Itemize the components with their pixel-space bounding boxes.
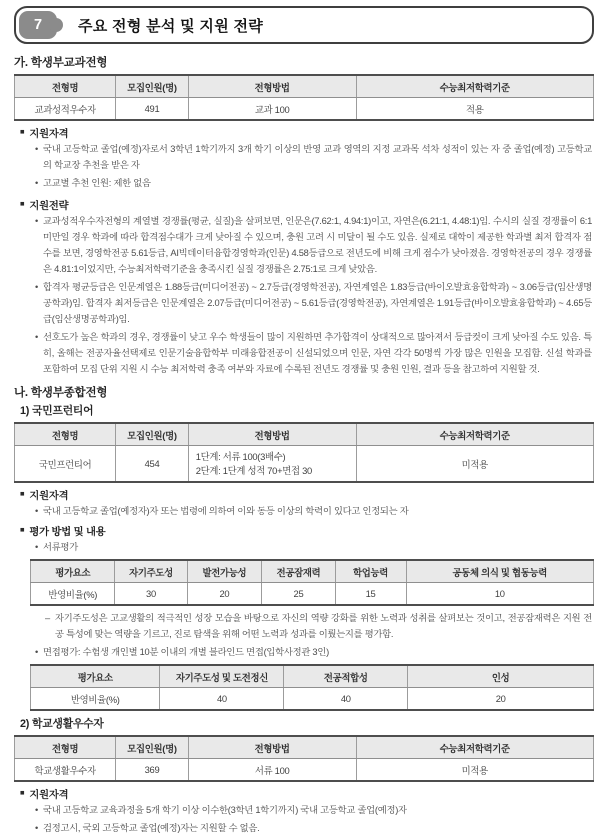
- cell-quota: 454: [116, 446, 188, 483]
- bullet-item: • 교과성적우수자전형의 계열별 경쟁률(평균, 실질)을 살펴보면, 인문은(7.62:1, 4.94:1)이고, 자연은(6.21:1, 4.48:1)임. 수시의 실질 경쟁률이 6:1 미만일 경우 학과에 따라 합격점수대가 크게 낮아질 수 있으며, 충원 고려 시 미달이 될 수도 있음. 실제로 대학이 제공한 학과별 최저 합격자 점수를 보면, 경영학전공 5.61등급, AI빅데이터융합경영학과(인문) 4.58등급으로 전년도에 비해 크게 점수가 낮아졌음. 경영학전공의 경우 경쟁률은 4.81:1이었지만, 수능최저학력기준을 충족시킨 실질 경쟁률은 2.75:1로 크게 낮았음.: [14, 213, 594, 277]
- bullet-item: • 검정고시, 국외 고등학교 졸업(예정)자는 지원할 수 없음.: [14, 820, 594, 836]
- header-cell-self-direction-challenge: 자기주도성 및 도전정신: [160, 665, 284, 688]
- cell-ratio-label: 반영비율(%): [70, 693, 120, 705]
- cell-csat-criteria: 적용: [356, 98, 593, 121]
- cell-ratio-value: 30: [115, 583, 187, 606]
- header-cell-method: 전형방법: [188, 423, 356, 446]
- bullet-item: • 선호도가 높은 학과의 경우, 경쟁률이 낮고 우수 학생들이 많이 지원하면 추가합격이 상대적으로 많아져서 등급컷이 크게 낮아질 수도 있음. 특히, 올해는 전공자율선택제로 인문기술융합학부 미래융합전공이 신설되었으며 인문, 자연 각각 50명씩 가장 많은 인원을 모집함. 신설 학과를 포함하여 모집 단위 지원 시 수능 최저학력 충족 여부와 자료에 수록된 전년도 경쟁률 및 충원 인원, 결과 등을 참고하여 지원할 것.: [14, 329, 594, 377]
- cell-ratio-value: 10: [406, 583, 594, 606]
- header-cell-self-direction: 자기주도성: [115, 560, 187, 583]
- header-cell-method: 전형방법: [188, 75, 356, 98]
- heading-na: 나. 학생부종합전형: [14, 387, 108, 399]
- cell-ratio-value: 40: [160, 688, 284, 711]
- table-header-row: [31, 665, 594, 688]
- table-interview-evaluation: [30, 664, 594, 711]
- cell-type-name: 학교생활우수자: [34, 764, 96, 776]
- table-frontier: [14, 422, 594, 483]
- label-qualification: ■ 지원자격: [20, 125, 594, 139]
- header-cell-csat-criteria: 수능최저학력기준: [356, 423, 593, 446]
- heading-frontier: 1) 국민프런티어: [20, 405, 94, 417]
- header-cell-method: 전형방법: [188, 736, 356, 759]
- table-row: [15, 759, 594, 782]
- note-self-direction: – 자기주도성은 고교생활의 적극적인 성장 모습을 바탕으로 자신의 역량 강화를 위한 노력과 성취를 살펴보는 것이고, 전공잠재력은 지원 전공 특성에 맞는 역량을 기르고, 진로 탐색을 위해 어떤 노력과 성과를 이뤘는지를 평가함.: [14, 610, 594, 642]
- table-row: [31, 583, 594, 606]
- header-cell-type-name: 전형명: [15, 423, 116, 446]
- cell-quota: 369: [116, 759, 188, 782]
- table-gyogwa: [14, 74, 594, 121]
- header-cell-csat-criteria: 수능최저학력기준: [356, 736, 593, 759]
- cell-quota: 491: [116, 98, 188, 121]
- table-header-row: [15, 423, 594, 446]
- table-row: [15, 98, 594, 121]
- table-header-row: [15, 736, 594, 759]
- header-cell-major-fit: 전공적합성: [284, 665, 408, 688]
- header-cell-community: 공동체 의식 및 협동능력: [406, 560, 594, 583]
- table-row: [31, 688, 594, 711]
- bullet-item: • 국내 고등학교 졸업(예정)자로서 3학년 1학기까지 3개 학기 이상의 반영 교과 영역의 지정 교과목 석차 성적이 있는 자 중 졸업(예정) 고등학교의 학교장 추천을 받은 자: [14, 141, 594, 173]
- bullet-item: • 국내 고등학교 교육과정을 5개 학기 이상 이수한(3학년 1학기까지) 국내 고등학교 졸업(예정)자: [14, 802, 594, 818]
- cell-type-name: 교과성적우수자: [34, 103, 96, 115]
- cell-ratio-value: 40: [284, 688, 408, 711]
- label-qualification: ■ 지원자격: [20, 786, 594, 800]
- table-document-evaluation: [30, 559, 594, 606]
- label-qualification: ■ 지원자격: [20, 487, 594, 501]
- header-cell-factor: 평가요소: [31, 665, 160, 688]
- cell-csat-criteria: 미적용: [356, 759, 593, 782]
- cell-ratio-value: 15: [335, 583, 406, 606]
- bullet-interview-eval: • 면접평가: 수험생 개인별 10분 이내의 개별 블라인드 면접(입학사정관 3인): [14, 644, 594, 660]
- table-header-row: [31, 560, 594, 583]
- header-cell-quota: 모집인원(명): [116, 75, 188, 98]
- cell-ratio-label: 반영비율(%): [48, 588, 98, 600]
- table-row: [15, 446, 594, 483]
- method-stage2: 2단계: 1단계 성적 70+면접 30: [195, 464, 312, 476]
- header-cell-quota: 모집인원(명): [116, 423, 188, 446]
- bullet-item: • 국내 고등학교 졸업(예정자)자 또는 법령에 의하여 이와 동등 이상의 학력이 있다고 인정되는 자: [14, 503, 594, 519]
- cell-ratio-value: 25: [262, 583, 335, 606]
- bullet-item: • 고교별 추천 인원: 제한 없음: [14, 175, 594, 191]
- page-title: 주요 전형 분석 및 지원 전략: [78, 17, 264, 35]
- section-title-bar: [14, 6, 594, 44]
- cell-csat-criteria: 미적용: [356, 446, 593, 483]
- label-evaluation: ■ 평가 방법 및 내용: [20, 523, 594, 537]
- header-cell-csat-criteria: 수능최저학력기준: [356, 75, 593, 98]
- heading-ga: 가. 학생부교과전형: [14, 57, 108, 69]
- label-strategy: ■ 지원전략: [20, 197, 594, 211]
- cell-method: 서류 100: [188, 759, 356, 782]
- header-cell-character: 인성: [408, 665, 594, 688]
- section-number: 7: [33, 17, 43, 33]
- cell-type-name: 국민프런티어: [38, 458, 92, 470]
- header-cell-academic-ability: 학업능력: [335, 560, 406, 583]
- bullet-doc-eval: • 서류평가: [14, 539, 594, 555]
- cell-method: 교과 100: [188, 98, 356, 121]
- table-school-life: [14, 735, 594, 782]
- header-cell-factor: 평가요소: [31, 560, 115, 583]
- header-cell-quota: 모집인원(명): [116, 736, 188, 759]
- header-cell-growth-potential: 발전가능성: [187, 560, 262, 583]
- header-cell-major-potential: 전공잠재력: [262, 560, 335, 583]
- header-cell-type-name: 전형명: [15, 736, 116, 759]
- table-header-row: [15, 75, 594, 98]
- cell-ratio-value: 20: [187, 583, 262, 606]
- bullet-item: • 합격자 평균등급은 인문계열은 1.88등급(미디어전공) ~ 2.7등급(경영학전공), 자연계열은 1.83등급(바이오발효융합학과) ~ 3.06등급(임산생명공학과)임. 합격자 최저등급은 인문계열은 2.07등급(미디어전공) ~ 5.61등급(경영학전공), 자연계열은 1.91등급(바이오발효융합학과) ~ 4.65등급(임산생명공학과)임.: [14, 279, 594, 327]
- section-number-badge: [19, 11, 57, 39]
- heading-school-life: 2) 학교생활우수자: [20, 718, 104, 731]
- header-cell-type-name: 전형명: [15, 75, 116, 98]
- cell-ratio-value: 20: [408, 688, 594, 711]
- method-stage1: 1단계: 서류 100(3배수): [195, 450, 286, 462]
- cell-method: [188, 446, 356, 483]
